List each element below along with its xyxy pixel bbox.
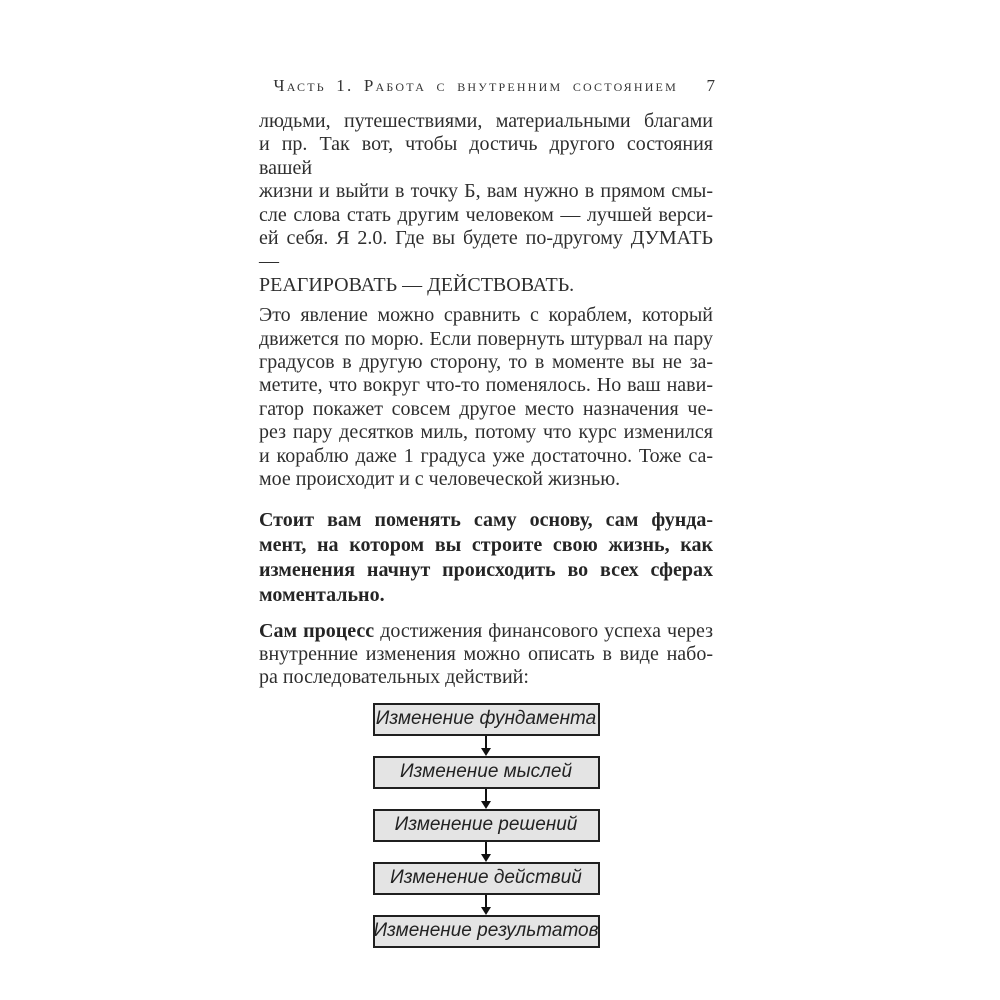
paragraph [259, 304, 713, 491]
text-line: людьми, путешествиями, материальными благами [259, 110, 713, 132]
paragraphs-container [259, 110, 713, 690]
arrow-down-icon [481, 842, 491, 862]
text-line: изменения начнут происходить во всех сферах [259, 558, 713, 581]
flowchart-step-box [373, 915, 600, 948]
text-line: Это явление можно сравнить с кораблем, который [259, 304, 713, 327]
arrow-stem [485, 736, 487, 748]
text-line: гатор покажет совсем другое место назначения че- [259, 397, 713, 420]
text-line: сле слова стать другим человеком — лучшей верси- [259, 203, 713, 226]
arrow-stem [485, 842, 487, 854]
arrow-head [481, 854, 491, 862]
text-line [259, 620, 713, 643]
page-number: 7 [706, 76, 715, 95]
arrow-stem [485, 789, 487, 801]
text-line: ра последовательных действий: [259, 666, 529, 689]
text-line: метите, что вокруг что-то поменялось. Но ваш нави- [259, 374, 713, 397]
arrow-head [481, 907, 491, 915]
flowchart-step-label: Изменение решений [394, 814, 578, 836]
running-header-title: Часть 1. Работа с внутренним состоянием [273, 76, 678, 95]
flowchart-step-box [373, 862, 600, 895]
text-segment: достижения финансового успеха через [374, 619, 713, 642]
text-line: и кораблю даже 1 градуса уже достаточно. Тоже са- [259, 444, 713, 467]
flowchart-step-label: Изменение фундамента [375, 708, 597, 730]
arrow-head [481, 801, 491, 809]
flowchart-step-label: Изменение результатов [373, 920, 599, 942]
text-line: мент, на котором вы строите свою жизнь, как [259, 533, 713, 556]
arrow-down-icon [481, 895, 491, 915]
text-line: внутренние изменения можно описать в виде набо- [259, 642, 713, 665]
running-header [259, 76, 715, 96]
flowchart-step-box [373, 756, 600, 789]
text-line: мое происходит и с человеческой жизнью. [259, 468, 621, 491]
lead-bold-text: Сам процесс [259, 619, 375, 642]
paragraph [259, 110, 713, 297]
flowchart-step-label: Изменение мыслей [399, 761, 573, 783]
flowchart-step-label: Изменение действий [390, 867, 582, 889]
text-line: Стоит вам поменять саму основу, сам фунда- [259, 508, 713, 531]
arrow-down-icon [481, 789, 491, 809]
text-line: и пр. Так вот, чтобы достичь другого состояния вашей [259, 133, 713, 179]
text-line: движется по морю. Если повернуть штурвал на пару [259, 327, 713, 350]
arrow-head [481, 748, 491, 756]
text-line: моментально. [259, 583, 385, 606]
text-line: градусов в другую сторону, то в моменте вы не за- [259, 351, 713, 374]
flowchart [259, 703, 713, 948]
text-line: ей себя. Я 2.0. Где вы будете по-другому ДУМАТЬ — [259, 227, 713, 273]
flowchart-step-box [373, 809, 600, 842]
text-line: рез пару десятков миль, потому что курс изменился [259, 421, 713, 444]
text-line: жизни и выйти в точку Б, вам нужно в прямом смы- [259, 180, 713, 203]
paragraph [259, 620, 713, 690]
flowchart-step-box [373, 703, 600, 736]
text-line: РЕАГИРОВАТЬ — ДЕЙСТВОВАТЬ. [259, 273, 575, 296]
arrow-stem [485, 895, 487, 907]
text-column [259, 110, 713, 948]
arrow-down-icon [481, 736, 491, 756]
paragraph [259, 508, 713, 608]
